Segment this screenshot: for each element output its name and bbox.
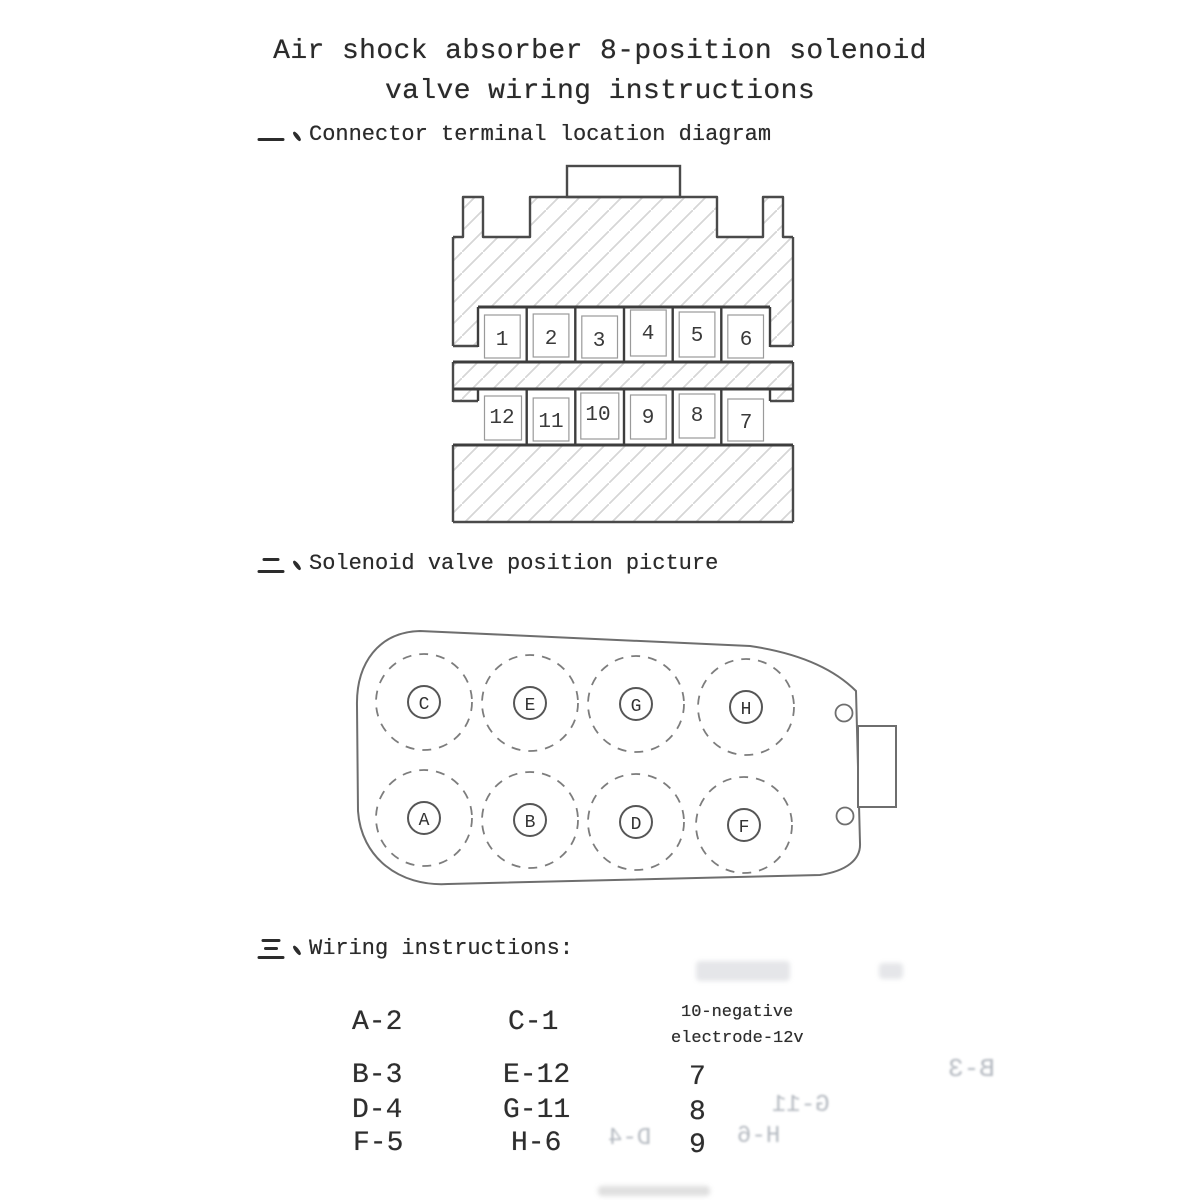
valve-port-C: C [418,695,430,715]
connector-top-tab [567,166,680,197]
solenoid-valve-diagram [345,615,910,905]
terminal-11: 11 [538,411,564,434]
wiring-note-line2: electrode-12v [671,1029,804,1048]
ghost-smudge [879,963,903,979]
ghost-showthrough-text: H-6 [737,1123,781,1150]
section3-header [256,936,573,962]
terminal-2: 2 [544,328,558,351]
cjk-comma-icon [290,123,305,148]
wiring-pair-B3: B-3 [352,1060,403,1091]
wiring-pair-D4: D-4 [352,1095,403,1126]
cjk-numeral-one-icon [256,123,286,148]
valve-connector-tab [858,726,896,807]
cjk-numeral-two-icon [256,552,286,577]
ghost-smudge [696,961,790,981]
cjk-numeral-three-icon [256,937,286,962]
page-title-line1: Air shock absorber 8-position solenoid [273,36,927,67]
ghost-smudge [598,1186,710,1196]
wiring-pair-A2: A-2 [352,1007,403,1038]
valve-port-E: E [524,696,536,716]
connector-terminal-diagram [435,158,810,533]
ghost-showthrough-text: G-11 [772,1092,830,1119]
section3-title: Wiring instructions: [309,936,574,961]
terminal-5: 5 [690,325,704,348]
valve-port-D: D [630,815,642,835]
page-title-line2: valve wiring instructions [384,76,816,107]
terminal-7: 7 [739,412,753,435]
terminal-3: 3 [592,330,606,353]
ghost-showthrough-text: D-4 [608,1125,652,1152]
wiring-pair-F5: F-5 [353,1128,404,1159]
wiring-terminal-8: 8 [689,1097,706,1128]
terminal-12: 12 [489,407,515,430]
ghost-showthrough-text: B-3 [948,1054,995,1084]
valve-body-outline [357,631,860,884]
terminal-9: 9 [641,407,655,430]
cjk-comma-icon [290,937,305,962]
terminal-4: 4 [641,323,655,346]
terminal-6: 6 [739,329,753,352]
section1-header [256,122,771,148]
valve-port-G: G [630,697,642,717]
section2-title: Solenoid valve position picture [309,551,719,576]
wiring-terminal-9: 9 [689,1130,706,1161]
valve-mount-hole-top [836,705,853,722]
terminal-1: 1 [495,329,509,352]
terminal-10: 10 [585,404,611,427]
valve-port-F: F [738,818,750,838]
cjk-comma-icon [290,552,305,577]
section2-header [256,551,718,577]
wiring-note-line1: 10-negative [681,1003,794,1022]
terminal-8: 8 [690,405,704,428]
wiring-pair-H6: H-6 [511,1128,562,1159]
section1-title: Connector terminal location diagram [309,122,772,147]
wiring-pair-E12: E-12 [503,1060,571,1091]
valve-port-H: H [740,700,752,720]
wiring-pair-G11: G-11 [503,1095,571,1126]
valve-port-A: A [418,811,430,831]
wiring-terminal-7: 7 [689,1062,706,1093]
valve-port-B: B [524,813,536,833]
wiring-pair-C1: C-1 [508,1007,559,1038]
valve-mount-hole-bottom [837,808,854,825]
